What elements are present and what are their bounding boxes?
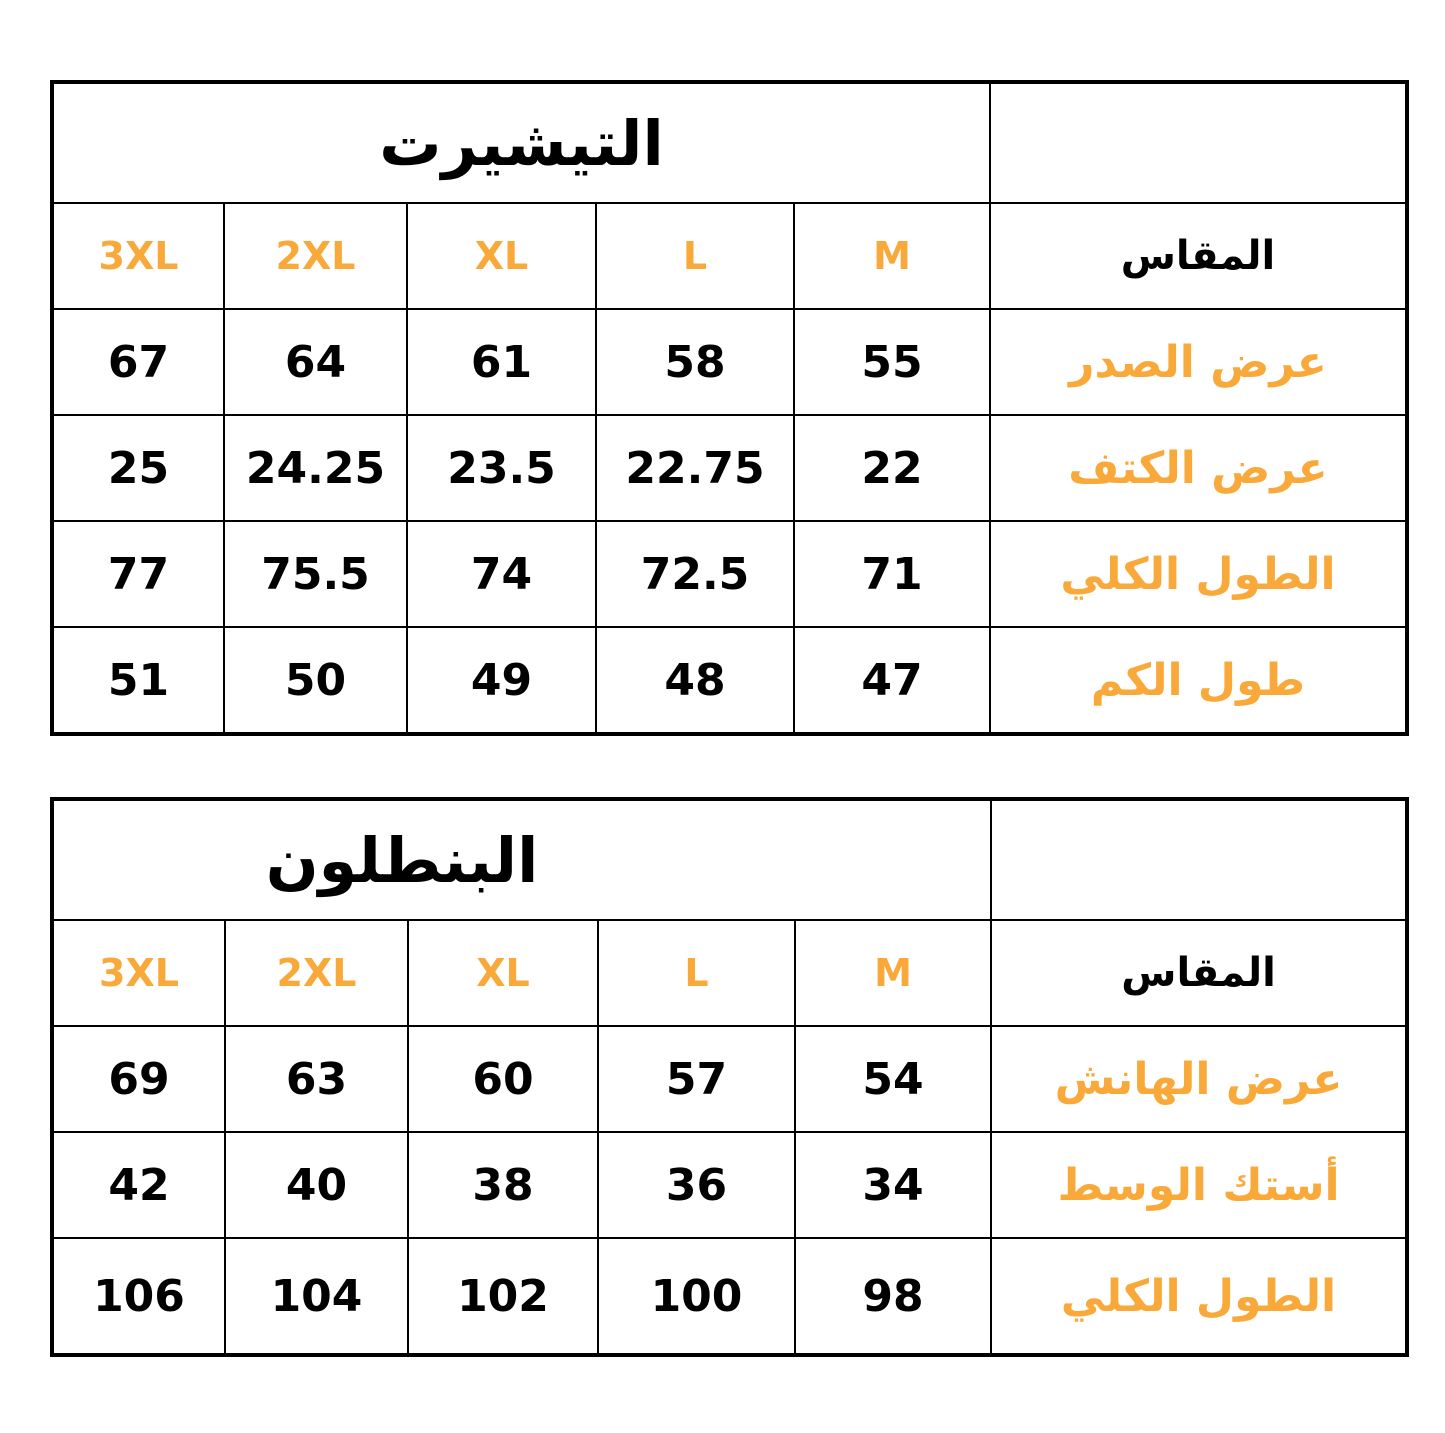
row-label: الطول الكلي	[991, 1238, 1407, 1355]
row-label: عرض الكتف	[990, 415, 1407, 521]
cell-value: 54	[795, 1026, 991, 1132]
size-label: المقاس	[990, 203, 1407, 309]
title-row	[52, 799, 1407, 920]
row-label: عرض الهانش	[991, 1026, 1407, 1132]
size-header-l: L	[596, 203, 794, 309]
title-row	[52, 82, 1407, 203]
cell-value: 100	[598, 1238, 795, 1355]
table-row	[52, 1132, 1407, 1238]
row-label: الطول الكلي	[990, 521, 1407, 627]
cell-value: 104	[225, 1238, 408, 1355]
row-label: طول الكم	[990, 627, 1407, 734]
table-row	[52, 1238, 1407, 1355]
size-header-l: L	[598, 920, 795, 1026]
cell-value: 22	[794, 415, 990, 521]
cell-value: 23.5	[407, 415, 596, 521]
cell-value: 49	[407, 627, 596, 734]
cell-value: 38	[408, 1132, 598, 1238]
cell-value: 25	[52, 415, 224, 521]
size-header-m: M	[795, 920, 991, 1026]
cell-value: 36	[598, 1132, 795, 1238]
table-title-cell	[52, 799, 991, 920]
size-header-3xl: 3XL	[52, 920, 225, 1026]
cell-value: 71	[794, 521, 990, 627]
cell-value: 74	[407, 521, 596, 627]
table-row	[52, 309, 1407, 415]
cell-value: 102	[408, 1238, 598, 1355]
cell-value: 75.5	[224, 521, 407, 627]
size-label: المقاس	[991, 920, 1407, 1026]
table-row	[52, 1026, 1407, 1132]
cell-value: 64	[224, 309, 407, 415]
table-row	[52, 415, 1407, 521]
cell-value: 42	[52, 1132, 225, 1238]
cell-value: 57	[598, 1026, 795, 1132]
cell-value: 51	[52, 627, 224, 734]
tshirt-title: التيشيرت	[379, 106, 664, 180]
cell-value: 98	[795, 1238, 991, 1355]
cell-value: 63	[225, 1026, 408, 1132]
size-header-3xl: 3XL	[52, 203, 224, 309]
size-header-row	[52, 920, 1407, 1026]
cell-value: 40	[225, 1132, 408, 1238]
cell-value: 55	[794, 309, 990, 415]
size-header-row	[52, 203, 1407, 309]
cell-value: 22.75	[596, 415, 794, 521]
cell-value: 72.5	[596, 521, 794, 627]
size-header-2xl: 2XL	[225, 920, 408, 1026]
size-header-2xl: 2XL	[224, 203, 407, 309]
empty-corner-cell	[990, 82, 1407, 203]
size-header-xl: XL	[408, 920, 598, 1026]
size-header-xl: XL	[407, 203, 596, 309]
cell-value: 61	[407, 309, 596, 415]
table-row	[52, 521, 1407, 627]
cell-value: 50	[224, 627, 407, 734]
table-row	[52, 627, 1407, 734]
table-title-cell	[52, 82, 990, 203]
pants-size-table	[50, 797, 1409, 1357]
row-label: عرض الصدر	[990, 309, 1407, 415]
cell-value: 34	[795, 1132, 991, 1238]
empty-corner-cell	[991, 799, 1407, 920]
cell-value: 106	[52, 1238, 225, 1355]
pants-title: البنطلون	[265, 823, 539, 897]
tshirt-size-table	[50, 80, 1409, 736]
cell-value: 47	[794, 627, 990, 734]
size-header-m: M	[794, 203, 990, 309]
cell-value: 60	[408, 1026, 598, 1132]
cell-value: 48	[596, 627, 794, 734]
cell-value: 69	[52, 1026, 225, 1132]
cell-value: 67	[52, 309, 224, 415]
cell-value: 77	[52, 521, 224, 627]
cell-value: 58	[596, 309, 794, 415]
row-label: أستك الوسط	[991, 1132, 1407, 1238]
cell-value: 24.25	[224, 415, 407, 521]
